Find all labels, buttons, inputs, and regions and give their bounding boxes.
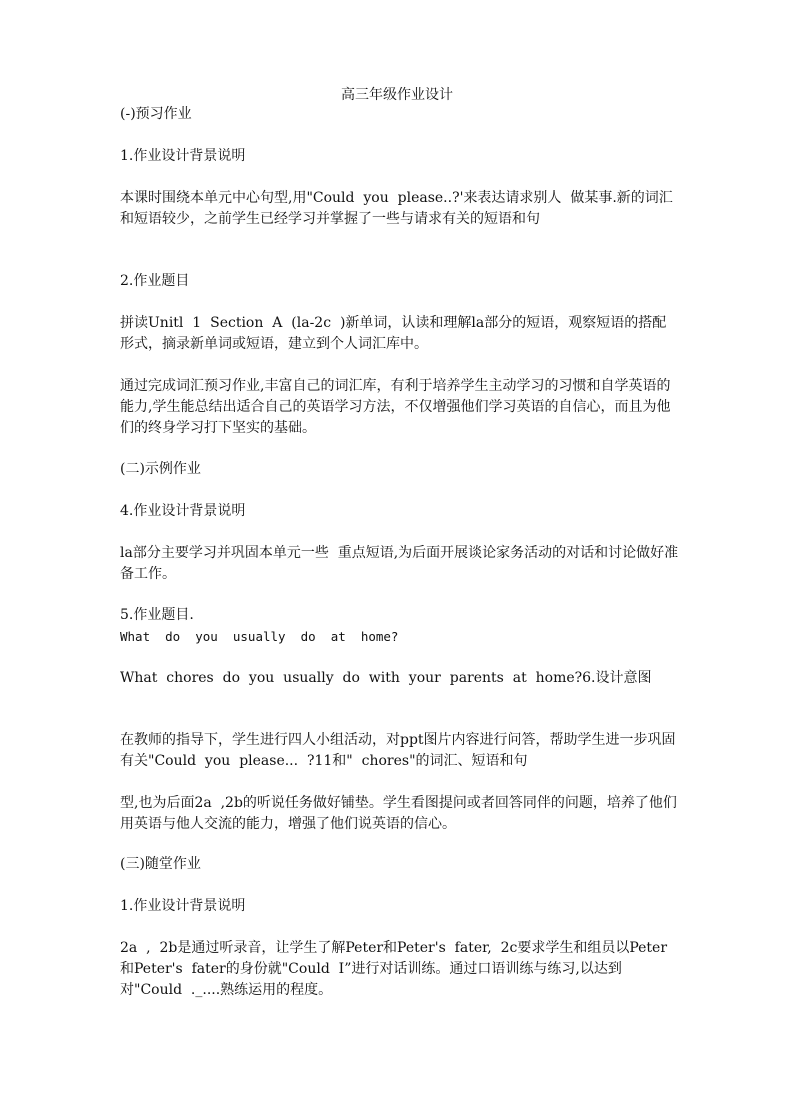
subheading-task-5: 5.作业题目. bbox=[120, 607, 194, 623]
paragraph-task-2: 拼读Unitl 1 Section A (la-2c )新单词，认读和理解la部分的短语，观察短语的搭配形式，摘录新单词或短语，建立到个人词汇库中。 bbox=[120, 315, 667, 352]
section-heading-inclass: (三)随堂作业 bbox=[120, 856, 201, 872]
paragraph-design-intent-2: 型,也为后面2a ,2b的听说任务做好铺垫。学生看图提问或者回答同伴的问题，培养了他们用英语与他人交流的能力，增强了他们说英语的信心。 bbox=[120, 795, 677, 832]
paragraph-background-inclass: 2a , 2b是通过听录音，让学生了解Peter和Peter's fater, 2c要求学生和组员以Peter和Peter's fater的身份就"Could I”进行对话训练。通过口语训练与练习,以达到对"Could ._....熟练运用的程度。 bbox=[120, 940, 668, 998]
subheading-background-1: 1.作业设计背景说明 bbox=[120, 148, 246, 164]
section-heading-example: (二)示例作业 bbox=[120, 461, 201, 477]
paragraph-background-4: la部分主要学习并巩固本单元一些 重点短语,为后面开展谈论家务活动的对话和讨论做好准备工作。 bbox=[120, 545, 679, 582]
document-title: 高三年级作业设计 bbox=[341, 87, 453, 103]
question-line-1: What do you usually do at home? bbox=[120, 629, 399, 644]
section-heading-preview: (-)预习作业 bbox=[120, 106, 192, 122]
paragraph-background-1: 本课时围绕本单元中心句型,用"Could you please..?'来表达请求别人 做某事.新的词汇和短语较少，之前学生已经学习并掌握了一些与请求有关的短语和句 bbox=[120, 190, 673, 227]
subheading-task-2: 2.作业题目 bbox=[120, 273, 190, 289]
paragraph-design-intent-1: 在教师的指导下，学生进行四人小组活动，对ppt图片内容进行问答，帮助学生进一步巩固有关"Could you please... ?11和" chores"的词汇、短语和句 bbox=[120, 732, 676, 769]
paragraph-vocab-benefit: 通过完成词汇预习作业,丰富自己的词汇库，有利于培养学生主动学习的习惯和自学英语的能力,学生能总结出适合自己的英语学习方法，不仅增强他们学习英语的自信心，而且为他们的终身学习打下坚实的基础。 bbox=[120, 378, 671, 436]
question-line-2: What chores do you usually do with your parents at home?6.设计意图 bbox=[120, 670, 652, 686]
subheading-background-inclass: 1.作业设计背景说明 bbox=[120, 898, 246, 914]
subheading-background-4: 4.作业设计背景说明 bbox=[120, 503, 246, 519]
